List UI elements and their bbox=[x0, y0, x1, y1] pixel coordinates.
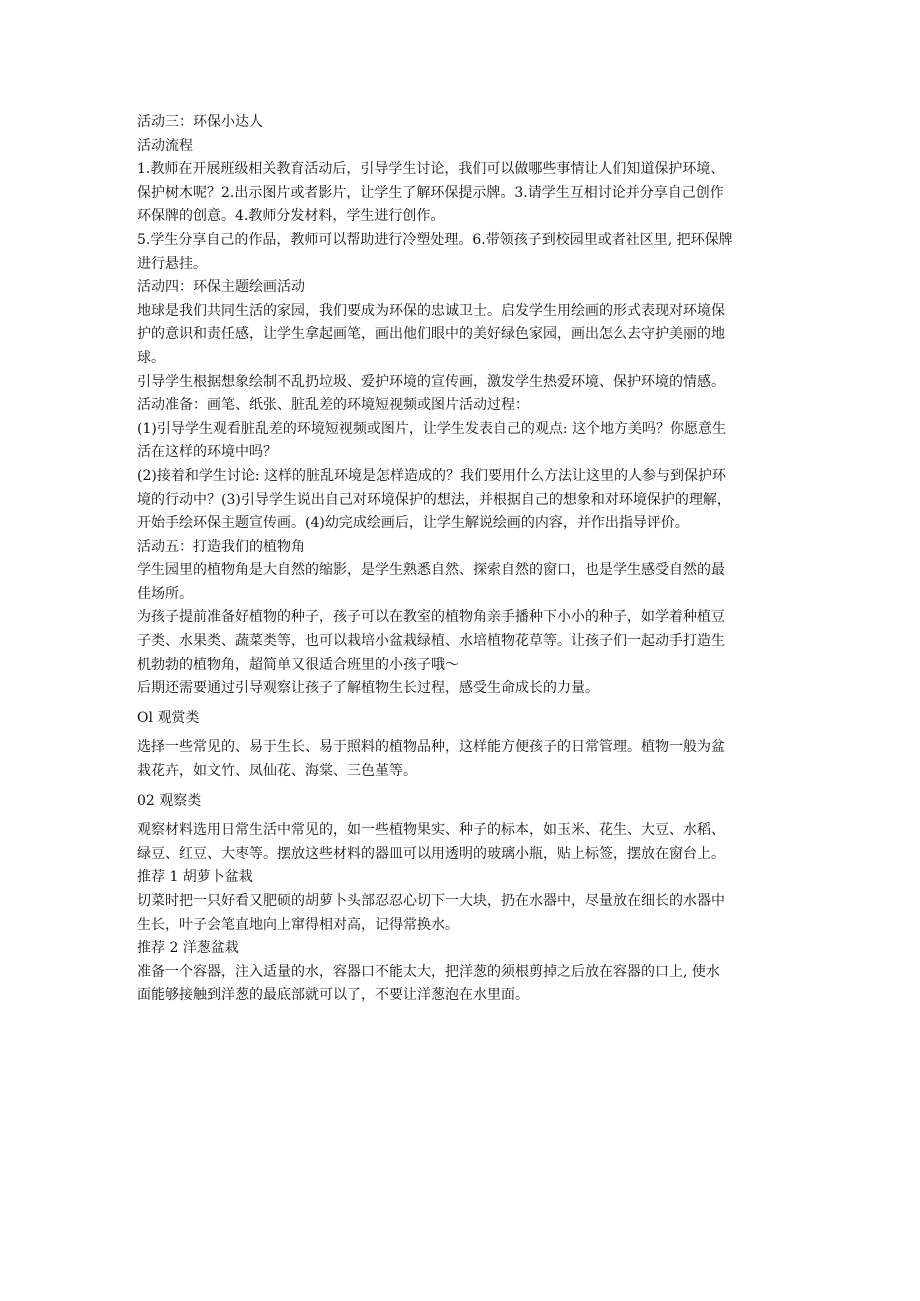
paragraph-line: 地球是我们共同生活的家园，我们要成为环保的忠诚卫士。启发学生用绘画的形式表现对环境保 bbox=[137, 302, 725, 319]
paragraph-line: 1.教师在开展班级相关教育活动后，引导学生讨论，我们可以做哪些事情让人们知道保护环境、 bbox=[137, 161, 725, 178]
paragraph-line: 开始手绘环保主题宣传画。(4)幼完成绘画后，让学生解说绘画的内容，并作出指导评价。 bbox=[137, 515, 689, 532]
document-page bbox=[137, 111, 797, 1008]
paragraph-line: 佳场所。 bbox=[137, 585, 193, 602]
paragraph-line: 保护树木呢？2.出示图片或者影片，让学生了解环保提示牌。3.请学生互相讨论并分享自己创作 bbox=[137, 184, 724, 201]
paragraph-line: 护的意识和责任感，让学生拿起画笔，画出他们眼中的美好绿色家园，画出怎么去守护美丽的地 bbox=[137, 326, 725, 343]
paragraph-line: 切菜时把一只好看又肥硕的胡萝卜头部忍忍心切下一大块，扔在水器中，尽量放在细长的水器中 bbox=[137, 893, 725, 909]
paragraph-line: 准备一个容器，注入适量的水，容器口不能太大，把洋葱的须根剪掉之后放在容器的口上, 使水 bbox=[137, 963, 720, 980]
paragraph-line: 境的行动中？(3)引导学生说出自己对环境保护的想法，并根据自己的想象和对环境保护的理解， bbox=[137, 491, 731, 508]
paragraph-line: 为孩子提前准备好植物的种子，孩子可以在教室的植物角亲手播种下小小的种子，如学着种植豆 bbox=[137, 609, 725, 626]
paragraph-line: 活动准备：画笔、纸张、脏乱差的环境短视频或图片活动过程： bbox=[137, 397, 529, 414]
paragraph-line: 活在这样的环境中吗？ bbox=[137, 444, 277, 461]
heading-activity-5: 活动五：打造我们的植物角 bbox=[137, 538, 305, 555]
paragraph-line: 进行悬挂。 bbox=[137, 255, 207, 272]
heading-recommend-onion: 推荐 2 洋葱盆栽 bbox=[137, 940, 239, 957]
paragraph-line: (2)接着和学生讨论: 这样的脏乱环境是怎样造成的？我们要用什么方法让这里的人参与到保护环 bbox=[137, 467, 726, 484]
paragraph-line: 栽花卉，如文竹、凤仙花、海棠、三色堇等。 bbox=[137, 763, 417, 780]
heading-activity-process: 活动流程 bbox=[137, 137, 193, 154]
paragraph-line: 绿豆、红豆、大枣等。摆放这些材料的器皿可以用透明的玻璃小瓶，贴上标签，摆放在窗台上。 bbox=[137, 845, 725, 862]
heading-observation-category: 02 观察类 bbox=[137, 792, 202, 809]
paragraph-line: 球。 bbox=[137, 349, 165, 366]
heading-recommend-carrot: 推荐 1 胡萝卜盆栽 bbox=[137, 869, 253, 886]
paragraph-line: 生长，叶子会笔直地向上窜得相对高，记得常换水。 bbox=[137, 916, 459, 933]
paragraph-line: 子类、水果类、蔬菜类等，也可以栽培小盆栽绿植、水培植物花草等。让孩子们一起动手打造生 bbox=[137, 633, 725, 650]
paragraph-line: 面能够接触到洋葱的最底部就可以了，不要让洋葱泡在水里面。 bbox=[137, 987, 529, 1004]
paragraph-line: 选择一些常见的、易于生长、易于照料的植物品种，这样能方便孩子的日常管理。植物一般为盆 bbox=[137, 739, 725, 756]
paragraph-line: 学生园里的植物角是大自然的缩影，是学生熟悉自然、探索自然的窗口，也是学生感受自然的最 bbox=[137, 562, 725, 579]
paragraph-line: 观察材料选用日常生活中常见的，如一些植物果实、种子的标本，如玉米、花生、大豆、水稻、 bbox=[137, 822, 725, 839]
heading-ornamental-category: Ol 观赏类 bbox=[137, 709, 200, 726]
paragraph-line: 机勃勃的植物角，超简单又很适合班里的小孩子哦〜 bbox=[137, 656, 459, 673]
heading-activity-3: 活动三：环保小达人 bbox=[137, 114, 263, 130]
paragraph-line: 5.学生分享自己的作品，教师可以帮助进行冷塑处理。6.带领孩子到校园里或者社区里, 把环保牌 bbox=[137, 231, 733, 248]
paragraph-line: 引导学生根据想象绘制不乱扔垃圾、爱护环境的宣传画，激发学生热爱环境、保护环境的情感。 bbox=[137, 373, 725, 390]
heading-activity-4: 活动四：环保主题绘画活动 bbox=[137, 279, 305, 296]
paragraph-line: 后期还需要通过引导观察让孩子了解植物生长过程，感受生命成长的力量。 bbox=[137, 680, 599, 697]
paragraph-line: 环保牌的创意。4.教师分发材料，学生进行创作。 bbox=[137, 208, 445, 225]
paragraph-line: (1)引导学生观看脏乱差的环境短视频或图片，让学生发表自己的观点: 这个地方美吗？你愿意生 bbox=[137, 420, 726, 437]
